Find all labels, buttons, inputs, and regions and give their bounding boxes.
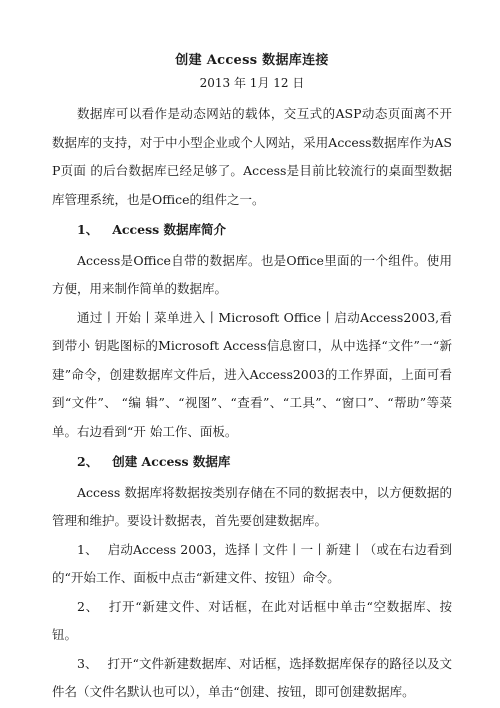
step-2-number: 2、 <box>77 598 99 614</box>
step-1-number: 1、 <box>77 541 98 557</box>
section-1-heading <box>52 216 452 245</box>
section-2-paragraph-1: Access 数据库将数据按类别存储在不同的数据表中，以方便数据的管理和维护。要设计数据表，首先要创建数据库。 <box>52 484 452 528</box>
document-title: 创建 Access 数据库连接 <box>175 53 329 68</box>
document-date: 2013 年 1月 12 日 <box>199 76 305 90</box>
step-1-text: 启动Access 2003，选择丨文件丨一丨新建丨（或在右边看到的“开始工作、面板中点击“新建文件、按钮）命令。 <box>52 541 452 585</box>
section-1-title: Access 数据库简介 <box>112 222 227 237</box>
intro-paragraph: 数据库可以看作是动态网站的载体，交互式的ASP动态页面离不开数据库的支持，对于中小型企业或个人网站，采用Access数据库作为ASP页面 的后台数据库已经足够了。Access是目前比较流行的桌面型数据库管理系统，也是Office的组件之一。 <box>52 106 452 207</box>
step-3 <box>52 650 452 707</box>
section-2-number: 2、 <box>77 454 99 469</box>
step-3-text: 打开“文件新建数据库、对话框，选择数据库保存的路径以及文件名（文件名默认也可以），单击“创建、按钮，即可创建数据库。 <box>52 655 452 699</box>
section-1-number: 1、 <box>77 222 99 237</box>
step-2 <box>52 593 452 650</box>
section-2-title: 创建 Access 数据库 <box>112 454 231 469</box>
section-1-paragraph-2: 通过丨开始丨菜单进入丨Microsoft Office丨启动Access2003,看到带小 钥匙图标的Microsoft Access信息窗口，从中选择“文件”一“新建”命令，创建数据库文件后，进入Access2003的工作界面，上面可看到“文件”、 “编 辑”、“视图”、“查看”、“工具”、“窗口”、“帮助”等菜单。右边看到“开 始工作、面板。 <box>52 309 452 439</box>
step-3-number: 3、 <box>77 655 98 671</box>
section-2-heading <box>52 448 452 477</box>
step-2-text: 打开“新建文件、对话框，在此对话框中单击“空数据库、按钮。 <box>52 598 452 642</box>
step-1 <box>52 536 452 593</box>
section-1-paragraph-1: Access是Office自带的数据库。也是Office里面的一个组件。使用方便，用来制作简单的数据库。 <box>52 252 452 296</box>
